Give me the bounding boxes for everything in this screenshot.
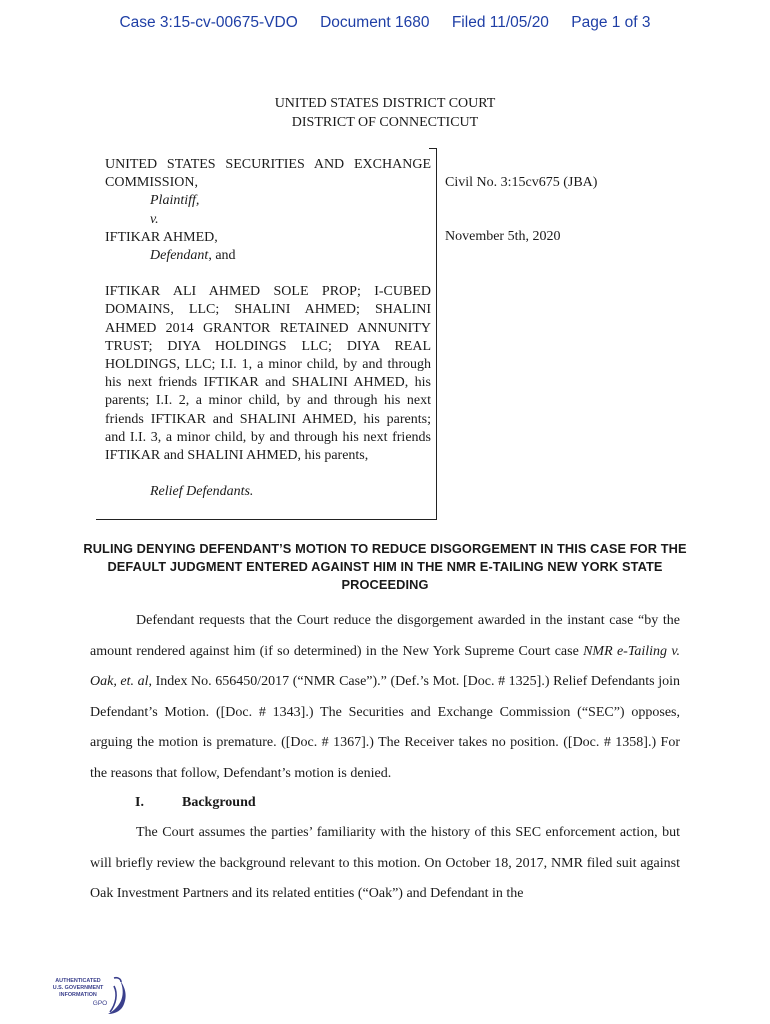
paragraph1-part1: Defendant requests that the Court reduce the disgorgement awarded in the instant case “by the amount rendered against him (if so determined) in the New York Supreme Court case — [90, 613, 680, 659]
court-district: DISTRICT OF CONNECTICUT — [291, 115, 479, 130]
filing-stamp — [0, 14, 770, 32]
defendant-name: IFTIKAR AHMED, — [105, 229, 218, 245]
section-heading-background — [135, 795, 256, 811]
case-citation: NMR e-Tailing v. Oak, et. al — [90, 643, 680, 690]
logo-line-authenticated: AUTHENTICATED — [55, 978, 101, 984]
paragraph1-part2: , Index No. 656450/2017 (“NMR Case”).” (Def.’s Mot. [Doc. # 1325].) Relief Defendants join Defendant’s Motion. ([Doc. # 1343].) The Securities and Exchange Commission (“SEC”) opposes, arguing the motion is premature. ([Doc. # 1367].) The Receiver takes no position. ([Doc. # 1358].) For the reasons that follow, Defendant’s motion is denied. — [90, 674, 680, 781]
versus: v. — [150, 211, 159, 227]
defendant-role-line — [105, 247, 431, 265]
section-number: I. — [135, 795, 144, 810]
caption-parties — [105, 156, 431, 501]
case-number: Case 3:15-cv-00675-VDO — [119, 14, 298, 31]
defendant-role: Defendant — [150, 248, 209, 264]
court-name: UNITED STATES DISTRICT COURT — [274, 96, 496, 111]
paragraph2: The Court assumes the parties’ familiarity with the history of this SEC enforcement action, but will briefly review the background relevant to this motion. On October 18, 2017, NMR filed suit against Oak Investment Partners and its related entities (“Oak”) and Defendant in the — [90, 825, 680, 902]
ruling-title: RULING DENYING DEFENDANT’S MOTION TO REDUCE DISGORGEMENT IN THIS CASE FOR THE DEFAULT JUDGMENT ENTERED AGAINST HIM IN THE NMR E-TAILING NEW YORK STATE PROCEEDING — [83, 541, 687, 592]
case-caption-box — [96, 148, 437, 520]
civil-number: Civil No. 3:15cv675 (JBA) — [445, 175, 598, 190]
defendant-suffix: , and — [208, 248, 236, 264]
logo-line-government: U.S. GOVERNMENT — [52, 985, 104, 991]
paragraph-background — [90, 818, 680, 910]
document-number: Document 1680 — [320, 14, 430, 31]
logo-line-gpo: GPO — [92, 1000, 108, 1007]
eagle-icon — [108, 978, 126, 1014]
plaintiff-name: UNITED STATES SECURITIES AND EXCHANGE COMMISSION, — [105, 157, 431, 191]
filed-date: Filed 11/05/20 — [451, 14, 549, 31]
gpo-authentication-logo — [44, 974, 130, 1018]
section-title: Background — [182, 795, 256, 810]
page-indicator: Page 1 of 3 — [571, 14, 651, 31]
court-header — [0, 94, 770, 132]
logo-line-information: INFORMATION — [59, 992, 97, 998]
paragraph-motion-summary — [90, 606, 680, 790]
relief-parties: IFTIKAR ALI AHMED SOLE PROP; I-CUBED DOMAINS, LLC; SHALINI AHMED; SHALINI AHMED 2014 GRANTOR RETAINED ANNUNITY TRUST; DIYA HOLDINGS LLC; DIYA REAL HOLDINGS, LLC; I.I. 1, a minor child, by and through his next friends IFTIKAR and SHALINI AHMED, his parents; I.I. 2, a minor child, by and through his next friends IFTIKAR and SHALINI AHMED, his parents; and I.I. 3, a minor child, by and through his next friends IFTIKAR and SHALINI AHMED, his parents, — [105, 284, 431, 464]
plaintiff-role: Plaintiff, — [150, 193, 200, 209]
ruling-date: November 5th, 2020 — [445, 229, 561, 244]
relief-role: Relief Defendants. — [150, 484, 254, 500]
